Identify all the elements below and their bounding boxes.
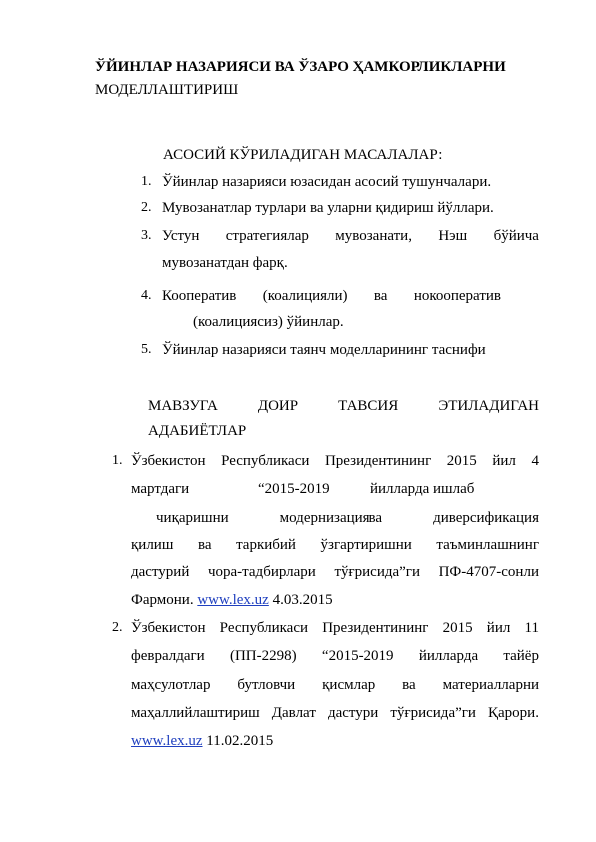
reference-text: Фармони. (131, 592, 194, 608)
word: Давлат (271, 705, 316, 721)
task-item (162, 227, 539, 245)
word: таъминлашнинг (436, 537, 539, 553)
word: Нэш (438, 228, 468, 244)
task-number: 3. (141, 228, 152, 243)
word: материалларни (442, 677, 539, 693)
reference-line (131, 480, 511, 498)
reference-number: 2. (112, 620, 123, 635)
word: “2015-2019 (321, 648, 394, 664)
literature-heading (148, 397, 539, 415)
word: нокооператив (413, 288, 501, 304)
word: бўйича (493, 228, 539, 244)
word: модернизация (279, 510, 370, 526)
word: йил (492, 453, 516, 469)
word: (ПП-2298) (229, 648, 297, 664)
task-item-continued: мувозанатдан фарқ. (162, 255, 288, 271)
reference-line (131, 452, 539, 470)
word: ва (373, 288, 388, 304)
task-item: Ўйинлар назарияси таянч моделларининг таснифи (162, 342, 486, 358)
task-item-continued: (коалициясиз) ўйинлар. (193, 314, 344, 330)
word: 2015 (446, 453, 477, 469)
word: таркибий (236, 537, 296, 553)
word: маҳаллийлаштириш (131, 705, 260, 721)
word: қисмлар (322, 677, 376, 693)
word: бутловчи (237, 677, 296, 693)
word: диверсификация (433, 510, 539, 526)
word: 2015 (442, 620, 473, 636)
task-item: Мувозанатлар турлари ва уларни қидириш йўллари. (162, 200, 494, 216)
task-number: 1. (141, 174, 152, 189)
reference-line (131, 732, 273, 750)
word: Ўзбекистон (131, 620, 206, 636)
task-item: Ўйинлар назарияси юзасидан асосий тушунчалари. (162, 174, 492, 190)
reference-date: 4.03.2015 (272, 592, 333, 608)
word: маҳсулотлар (131, 677, 211, 693)
word: дастурий (131, 564, 190, 580)
word: қилиш (131, 537, 174, 553)
word: ва (368, 510, 383, 526)
word: (коалицияли) (262, 288, 348, 304)
reference-line (131, 676, 539, 694)
word: Президентининг (324, 453, 432, 469)
word: 11 (524, 620, 539, 636)
word: ва (402, 677, 416, 693)
word: Кооператив (162, 288, 237, 304)
task-number: 2. (141, 200, 152, 215)
reference-line (131, 536, 539, 554)
reference-line (131, 591, 333, 609)
reference-line (131, 647, 539, 665)
word: Ўзбекистон (131, 453, 206, 469)
lex-uz-link[interactable]: www.lex.uz (131, 733, 203, 749)
reference-number: 1. (112, 453, 123, 468)
tasks-heading: АСОСИЙ КЎРИЛАДИГАН МАСАЛАЛАР: (163, 147, 443, 163)
reference-line (131, 704, 539, 722)
title-line-2: МОДЕЛЛАШТИРИШ (95, 82, 239, 98)
word: Қарори. (488, 705, 539, 721)
word: ТАВСИЯ (338, 398, 399, 414)
lex-uz-link[interactable]: www.lex.uz (197, 592, 269, 608)
reference-line (131, 619, 539, 637)
task-number: 4. (141, 288, 152, 303)
task-number: 5. (141, 342, 152, 357)
word: ПФ-4707-сонли (438, 564, 539, 580)
task-item (162, 287, 501, 305)
word: чора-тадбирлари (207, 564, 316, 580)
word: МАВЗУГА (148, 398, 218, 414)
word: ўзгартиришни (320, 537, 412, 553)
word: стратегиялар (225, 228, 309, 244)
word: Республикаси (219, 620, 309, 636)
word: ЭТИЛАДИГАН (438, 398, 539, 414)
reference-line (156, 509, 539, 527)
word: тўғрисида”ги (390, 705, 476, 721)
word: тайёр (503, 648, 539, 664)
reference-date: 11.02.2015 (206, 733, 274, 749)
word: Президентининг (322, 620, 429, 636)
word: ва (197, 537, 212, 553)
word: мартдаги (131, 481, 190, 497)
word: тўғрисида”ги (334, 564, 420, 580)
word: йилларда ишлаб (370, 481, 475, 497)
word: йил (486, 620, 511, 636)
word: ДОИР (257, 398, 299, 414)
word: мувозанати, (335, 228, 412, 244)
word: чиқаришни (156, 510, 229, 526)
word: февралдаги (131, 648, 205, 664)
literature-heading-continued: АДАБИЁТЛАР (148, 423, 247, 439)
word: 4 (531, 453, 539, 469)
reference-line (131, 563, 539, 581)
word: йилларда (418, 648, 479, 664)
title-line-1: ЎЙИНЛАР НАЗАРИЯСИ ВА ЎЗАРО ҲАМКОРЛИКЛАРНИ (95, 59, 506, 75)
word: дастури (327, 705, 379, 721)
word: Устун (162, 228, 200, 244)
word: “2015-2019 (258, 481, 330, 497)
word: Республикаси (221, 453, 310, 469)
